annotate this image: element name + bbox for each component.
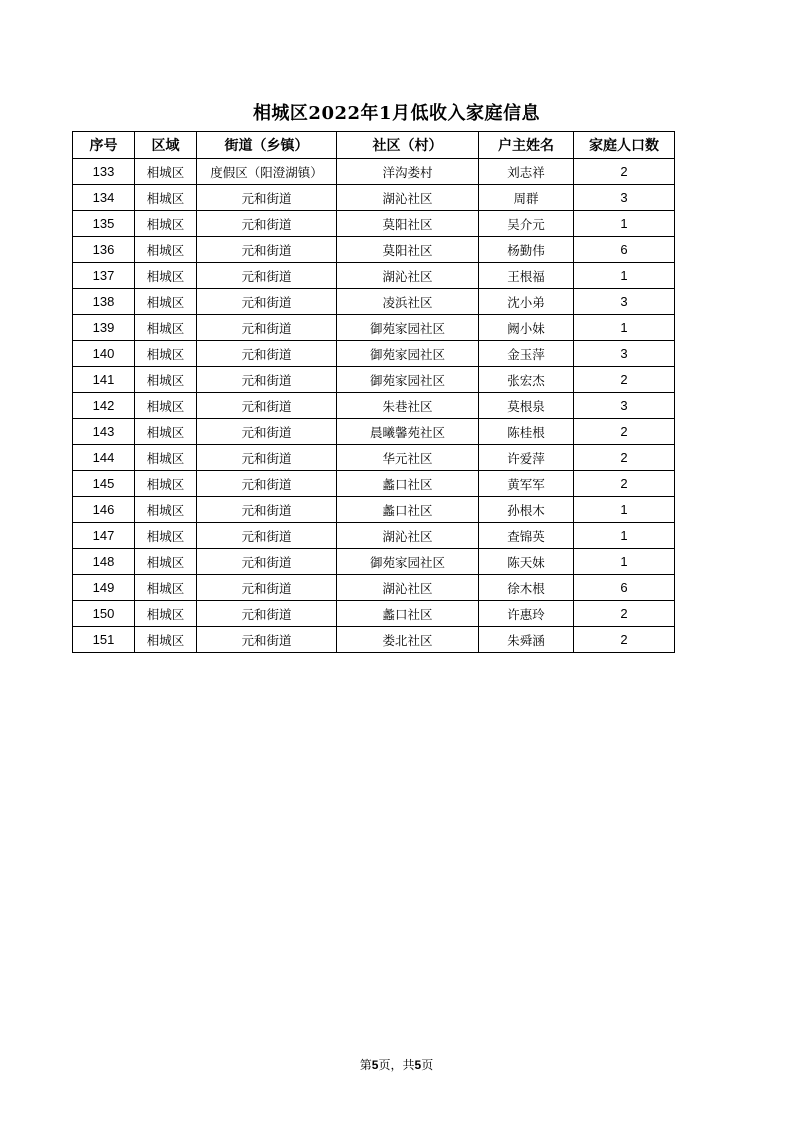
table-row bbox=[73, 367, 675, 393]
cell-district: 相城区 bbox=[135, 367, 197, 393]
cell-community: 莫阳社区 bbox=[337, 237, 479, 263]
cell-community: 洋沟娄村 bbox=[337, 159, 479, 185]
cell-district: 相城区 bbox=[135, 237, 197, 263]
cell-community: 华元社区 bbox=[337, 445, 479, 471]
cell-street: 元和街道 bbox=[197, 185, 337, 211]
cell-householder: 黄军军 bbox=[479, 471, 574, 497]
cell-index: 142 bbox=[73, 393, 135, 419]
cell-index: 135 bbox=[73, 211, 135, 237]
cell-householder: 朱舜涵 bbox=[479, 627, 574, 653]
cell-family-size: 1 bbox=[574, 497, 675, 523]
cell-street: 元和街道 bbox=[197, 393, 337, 419]
table-row bbox=[73, 315, 675, 341]
cell-district: 相城区 bbox=[135, 341, 197, 367]
cell-street: 元和街道 bbox=[197, 549, 337, 575]
header-row bbox=[73, 132, 675, 159]
cell-family-size: 1 bbox=[574, 549, 675, 575]
cell-family-size: 3 bbox=[574, 185, 675, 211]
cell-street: 元和街道 bbox=[197, 211, 337, 237]
cell-community: 御苑家园社区 bbox=[337, 367, 479, 393]
cell-street: 元和街道 bbox=[197, 237, 337, 263]
table-row bbox=[73, 185, 675, 211]
cell-family-size: 2 bbox=[574, 601, 675, 627]
cell-family-size: 2 bbox=[574, 627, 675, 653]
table-row bbox=[73, 601, 675, 627]
table-row bbox=[73, 627, 675, 653]
cell-community: 御苑家园社区 bbox=[337, 549, 479, 575]
cell-householder: 陈桂根 bbox=[479, 419, 574, 445]
cell-street: 元和街道 bbox=[197, 523, 337, 549]
cell-district: 相城区 bbox=[135, 497, 197, 523]
cell-householder: 阙小妹 bbox=[479, 315, 574, 341]
cell-index: 139 bbox=[73, 315, 135, 341]
cell-family-size: 2 bbox=[574, 419, 675, 445]
cell-street: 元和街道 bbox=[197, 575, 337, 601]
cell-family-size: 1 bbox=[574, 263, 675, 289]
cell-index: 150 bbox=[73, 601, 135, 627]
cell-householder: 查锦英 bbox=[479, 523, 574, 549]
cell-householder: 金玉萍 bbox=[479, 341, 574, 367]
cell-community: 蠡口社区 bbox=[337, 601, 479, 627]
footer-suffix: 页 bbox=[421, 1058, 434, 1072]
cell-community: 莫阳社区 bbox=[337, 211, 479, 237]
cell-district: 相城区 bbox=[135, 289, 197, 315]
cell-community: 蠡口社区 bbox=[337, 497, 479, 523]
cell-index: 147 bbox=[73, 523, 135, 549]
cell-community: 娄北社区 bbox=[337, 627, 479, 653]
cell-family-size: 2 bbox=[574, 445, 675, 471]
cell-householder: 许爱萍 bbox=[479, 445, 574, 471]
table-row bbox=[73, 237, 675, 263]
footer-prefix: 第 bbox=[359, 1058, 372, 1072]
cell-family-size: 6 bbox=[574, 237, 675, 263]
cell-family-size: 2 bbox=[574, 471, 675, 497]
cell-community: 晨曦馨苑社区 bbox=[337, 419, 479, 445]
cell-householder: 周群 bbox=[479, 185, 574, 211]
cell-district: 相城区 bbox=[135, 419, 197, 445]
cell-family-size: 3 bbox=[574, 393, 675, 419]
cell-index: 144 bbox=[73, 445, 135, 471]
cell-community: 湖沁社区 bbox=[337, 523, 479, 549]
cell-district: 相城区 bbox=[135, 445, 197, 471]
cell-householder: 吴介元 bbox=[479, 211, 574, 237]
header-index: 序号 bbox=[73, 132, 135, 159]
cell-district: 相城区 bbox=[135, 627, 197, 653]
header-community: 社区（村） bbox=[337, 132, 479, 159]
cell-index: 133 bbox=[73, 159, 135, 185]
cell-street: 元和街道 bbox=[197, 497, 337, 523]
cell-street: 元和街道 bbox=[197, 289, 337, 315]
footer-middle: 页，共 bbox=[378, 1058, 415, 1072]
cell-community: 湖沁社区 bbox=[337, 263, 479, 289]
cell-householder: 沈小弟 bbox=[479, 289, 574, 315]
page-footer bbox=[0, 1056, 793, 1073]
cell-street: 元和街道 bbox=[197, 341, 337, 367]
table-header bbox=[73, 132, 675, 159]
cell-community: 御苑家园社区 bbox=[337, 341, 479, 367]
table-row bbox=[73, 497, 675, 523]
cell-householder: 陈天妹 bbox=[479, 549, 574, 575]
cell-district: 相城区 bbox=[135, 185, 197, 211]
cell-householder: 徐木根 bbox=[479, 575, 574, 601]
table-row bbox=[73, 549, 675, 575]
cell-district: 相城区 bbox=[135, 601, 197, 627]
cell-street: 元和街道 bbox=[197, 419, 337, 445]
cell-community: 蠡口社区 bbox=[337, 471, 479, 497]
table-row bbox=[73, 211, 675, 237]
cell-family-size: 2 bbox=[574, 159, 675, 185]
cell-street: 元和街道 bbox=[197, 263, 337, 289]
table-body bbox=[73, 159, 675, 653]
cell-family-size: 6 bbox=[574, 575, 675, 601]
cell-district: 相城区 bbox=[135, 393, 197, 419]
cell-district: 相城区 bbox=[135, 549, 197, 575]
cell-district: 相城区 bbox=[135, 523, 197, 549]
cell-street: 元和街道 bbox=[197, 315, 337, 341]
cell-community: 湖沁社区 bbox=[337, 575, 479, 601]
document-title: 相城区2022年1月低收入家庭信息 bbox=[252, 103, 541, 124]
header-street: 街道（乡镇） bbox=[197, 132, 337, 159]
cell-district: 相城区 bbox=[135, 575, 197, 601]
cell-index: 148 bbox=[73, 549, 135, 575]
table-row bbox=[73, 341, 675, 367]
cell-family-size: 1 bbox=[574, 523, 675, 549]
cell-householder: 刘志祥 bbox=[479, 159, 574, 185]
table-row bbox=[73, 393, 675, 419]
cell-street: 度假区（阳澄湖镇） bbox=[197, 159, 337, 185]
table-row bbox=[73, 289, 675, 315]
cell-householder: 王根福 bbox=[479, 263, 574, 289]
cell-family-size: 3 bbox=[574, 341, 675, 367]
footer-page-number: 5 bbox=[371, 1058, 379, 1072]
cell-family-size: 2 bbox=[574, 367, 675, 393]
table-row bbox=[73, 419, 675, 445]
table-row bbox=[73, 471, 675, 497]
cell-community: 湖沁社区 bbox=[337, 185, 479, 211]
table-row bbox=[73, 159, 675, 185]
cell-district: 相城区 bbox=[135, 263, 197, 289]
cell-street: 元和街道 bbox=[197, 367, 337, 393]
cell-street: 元和街道 bbox=[197, 471, 337, 497]
cell-community: 朱巷社区 bbox=[337, 393, 479, 419]
cell-street: 元和街道 bbox=[197, 627, 337, 653]
cell-householder: 莫根泉 bbox=[479, 393, 574, 419]
cell-district: 相城区 bbox=[135, 471, 197, 497]
cell-index: 143 bbox=[73, 419, 135, 445]
cell-family-size: 1 bbox=[574, 211, 675, 237]
cell-index: 151 bbox=[73, 627, 135, 653]
table-row bbox=[73, 575, 675, 601]
cell-street: 元和街道 bbox=[197, 601, 337, 627]
cell-district: 相城区 bbox=[135, 211, 197, 237]
header-householder: 户主姓名 bbox=[479, 132, 574, 159]
cell-community: 御苑家园社区 bbox=[337, 315, 479, 341]
household-table bbox=[72, 131, 675, 653]
cell-householder: 杨勤伟 bbox=[479, 237, 574, 263]
cell-street: 元和街道 bbox=[197, 445, 337, 471]
cell-district: 相城区 bbox=[135, 315, 197, 341]
table-row bbox=[73, 263, 675, 289]
cell-index: 138 bbox=[73, 289, 135, 315]
header-district: 区域 bbox=[135, 132, 197, 159]
cell-index: 136 bbox=[73, 237, 135, 263]
cell-index: 149 bbox=[73, 575, 135, 601]
cell-family-size: 3 bbox=[574, 289, 675, 315]
cell-index: 134 bbox=[73, 185, 135, 211]
cell-family-size: 1 bbox=[574, 315, 675, 341]
cell-index: 137 bbox=[73, 263, 135, 289]
table-row bbox=[73, 445, 675, 471]
cell-index: 146 bbox=[73, 497, 135, 523]
table-row bbox=[73, 523, 675, 549]
cell-householder: 许惠玲 bbox=[479, 601, 574, 627]
cell-householder: 孙根木 bbox=[479, 497, 574, 523]
cell-district: 相城区 bbox=[135, 159, 197, 185]
footer-total-pages: 5 bbox=[414, 1058, 422, 1072]
header-family-size: 家庭人口数 bbox=[574, 132, 675, 159]
cell-index: 145 bbox=[73, 471, 135, 497]
cell-index: 140 bbox=[73, 341, 135, 367]
cell-index: 141 bbox=[73, 367, 135, 393]
cell-community: 凌浜社区 bbox=[337, 289, 479, 315]
cell-householder: 张宏杰 bbox=[479, 367, 574, 393]
